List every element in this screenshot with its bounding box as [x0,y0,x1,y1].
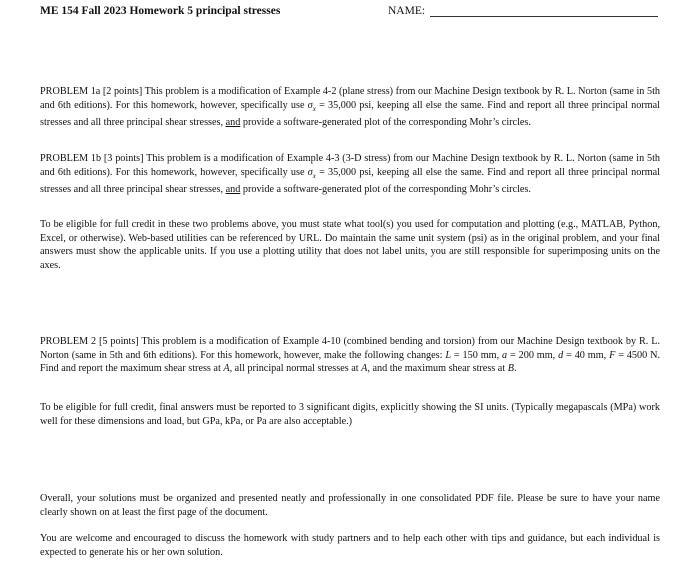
problem-1b-paragraph: PROBLEM 1b [3 points] This problem is a modification of Example 4-3 (3-D stress) from our Machine Design textbook by R. L. Norton (same in 5th and 6th editions). For this homework, however, specifically use $\sigma_x = 35,000$ psi, keeping all else the same. Find and report all three principal normal stresses and all three principal shear stresses, and provide a software-generated plot of the corresponding Mohr’s circles. [40,153,660,196]
overall-paragraph: Overall, your solutions must be organized and presented neatly and professionally in one consolidated PDF file. Please be sure to have your name clearly shown on at least the first page of the document. [40,493,660,518]
eligibility-paragraph-2: To be eligible for full credit, final answers must be reported to 3 significant digits, explicitly showing the SI units. (Typically megapascals (MPa) work well for these dimensions and load, but GPa, kPa, or Pa are also acceptable.) [40,402,660,427]
problem-1a-paragraph: PROBLEM 1a [2 points] This problem is a modification of Example 4-2 (plane stress) from our Machine Design textbook by R. L. Norton (same in 5th and 6th editions). For this homework, however, specifically use $\sigma_x = 35,000$ psi, keeping all else the same. Find and report all three principal normal stresses and all three principal shear stresses, and provide a software-generated plot of the corresponding Mohr’s circles. [40,86,660,129]
name-label: NAME: [388,5,426,17]
problem-2-paragraph: PROBLEM 2 [5 points] This problem is a modification of Example 4-10 (combined bending and torsion) from our Machine Design textbook by R. L. Norton (same in 5th and 6th editions). For this homework, however, make the following changes: L = 150 mm, a = 200 mm, d = 40 mm, F = 4500 N. Find and report the maximum shear stress at A, all principal normal stresses at A, and the maximum shear stress at B. [40,336,661,375]
collaboration-paragraph: You are welcome and encouraged to discuss the homework with study partners and to help each other with tips and guidance, but each individual is expected to generate his or her own solution. [40,533,660,558]
document-title: ME 154 Fall 2023 Homework 5 principal stresses [40,5,281,17]
eligibility-paragraph-1: To be eligible for full credit in these two problems above, you must state what tool(s) you used for computation and plotting (e.g., MATLAB, Python, Excel, or otherwise). Web-based utilities can be referenced by URL. Do maintain the same unit system (psi) as in the original problem, and your final answers must show the applicable units. If you use a plotting utility that does not label units, you are still responsible for superimposing units on the axes. [40,219,660,271]
name-blank-line [430,16,658,17]
